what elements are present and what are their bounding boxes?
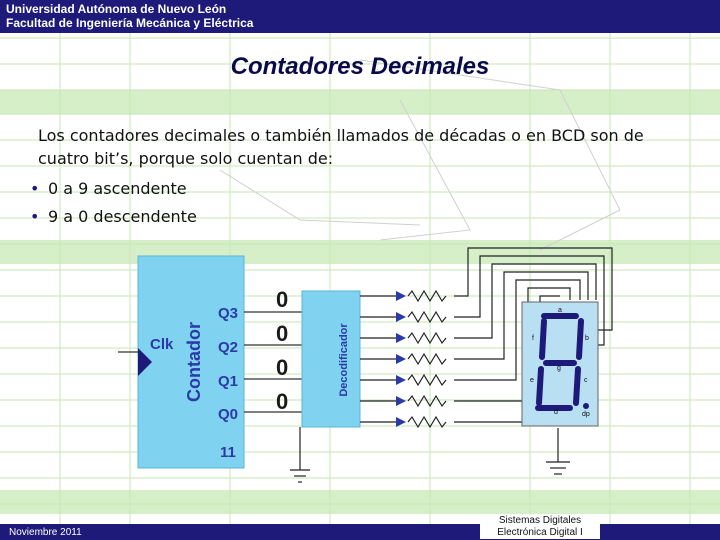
decoder-block (302, 291, 360, 427)
output-q1-label: Q1 (218, 373, 239, 390)
output-q3-label: Q3 (218, 305, 239, 322)
bit-value-q1: 0 (276, 355, 289, 380)
footer-course (480, 515, 600, 539)
output-q0-label: Q0 (218, 406, 239, 423)
slide-title: Contadores Decimales (230, 53, 490, 80)
pin-number: 11 (220, 444, 236, 461)
segment-f-label: f (532, 335, 534, 342)
segment-a-label: a (558, 307, 562, 314)
slide-paragraph: Los contadores decimales o también llamados de décadas o en BCD son de cuatro bit’s, porque solo cuentan de: (38, 126, 644, 168)
segment-d-label: d (554, 409, 558, 416)
bit-value-q2: 0 (276, 321, 289, 346)
segment-dp-label: dp (582, 411, 590, 418)
segment-e-label: e (530, 377, 534, 384)
bullet-dot-icon: • (30, 179, 40, 198)
bit-value-q0: 0 (276, 389, 289, 414)
output-q2-label: Q2 (218, 339, 239, 356)
footer-bar (0, 524, 720, 540)
segment-f-bar (542, 321, 544, 357)
course-subject: Electrónica Digital I (497, 527, 583, 538)
bullet-text: 9 a 0 descendente (48, 207, 197, 226)
bullet-dot-icon: • (30, 207, 40, 226)
segment-g-label: g (557, 365, 561, 372)
segment-b-bar (579, 321, 581, 357)
decoder-label: Decodificador (338, 323, 350, 397)
segment-b-label: b (585, 335, 589, 342)
bullet-text: 0 a 9 ascendente (48, 179, 187, 198)
segment-c-bar (576, 369, 578, 403)
footer-date: Noviembre 2011 (9, 527, 82, 538)
segment-e-bar (539, 369, 541, 403)
bit-value-q3: 0 (276, 287, 289, 312)
faculty-name: Facultad de Ingeniería Mecánica y Eléctrica (6, 16, 254, 30)
clock-label: Clk (150, 336, 174, 353)
university-name: Universidad Autónoma de Nuevo León (6, 2, 227, 16)
segment-c-label: c (584, 377, 588, 384)
course-name: Sistemas Digitales (498, 515, 582, 526)
counter-label: Contador (184, 322, 204, 402)
segment-dp-dot (583, 403, 589, 409)
